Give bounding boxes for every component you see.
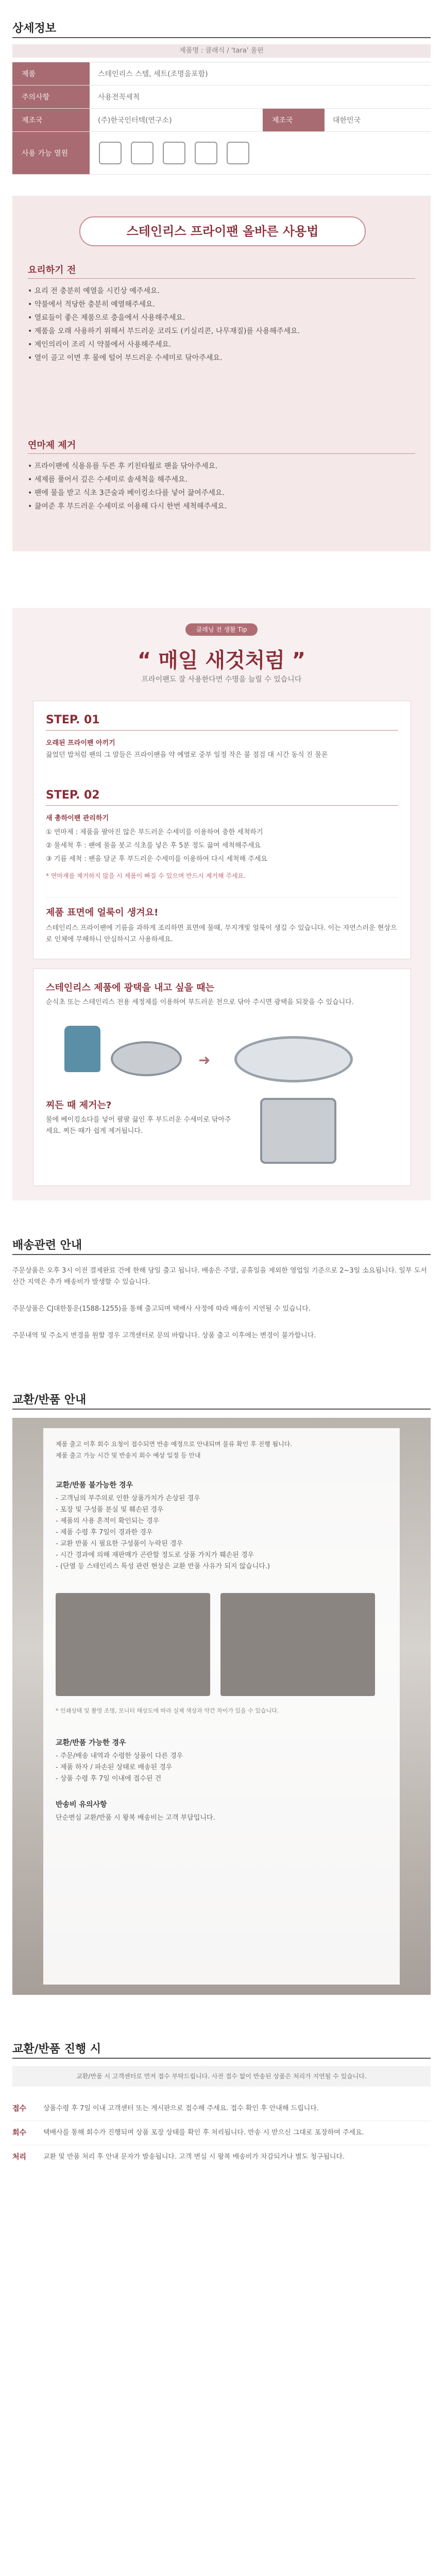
shiny-pan-icon xyxy=(234,1036,353,1082)
spec-row xyxy=(12,109,431,132)
divider xyxy=(46,730,398,731)
list-item: • 제품을 오래 사용하기 위해서 부드러운 코리도 (키실리콘, 나무재질)를 사용해주세요. xyxy=(28,327,300,335)
spec-row xyxy=(12,132,431,175)
guide-badge: 클레닝 전 생활 Tip xyxy=(185,623,258,636)
list-item: - 제품의 사용 흔적이 확인되는 경우 xyxy=(56,1517,160,1525)
step1-title: STEP. 01 xyxy=(46,714,100,726)
step-text: 상품수령 후 7일 이내 고객센터 또는 게시판으로 접수해 주세요. 접수 확인 후 안내해 드립니다. xyxy=(43,2105,319,2112)
process-notice: 교환/반품 시 고객센터로 먼저 접수 부탁드립니다. 사전 접수 없이 반송된 상품은 처리가 지연될 수 있습니다. xyxy=(12,2066,431,2087)
divider xyxy=(12,1254,431,1255)
process-step xyxy=(12,2145,431,2169)
step-text: 택배사를 통해 회수가 진행되며 상품 포장 상태를 확인 후 처리됩니다. 반송 시 받으신 그대로 포장하여 주세요. xyxy=(43,2129,364,2137)
detail-title: 상세정보 xyxy=(12,22,57,35)
burn-title: 찌든 때 제거는? xyxy=(46,1100,112,1111)
step2-title: STEP. 02 xyxy=(46,789,100,802)
exchange-card xyxy=(43,1428,400,1985)
process-title: 교환/반품 진행 시 xyxy=(12,2043,101,2056)
shine-card xyxy=(33,969,411,1186)
before-list xyxy=(28,284,415,365)
radiant-icon xyxy=(227,142,249,164)
list-item: • 제인의리이 조리 시 약불에서 사용해주세요. xyxy=(28,341,172,349)
step1-sub: 오래된 프라이팬 아끼기 xyxy=(46,739,115,747)
spec-row xyxy=(12,62,431,86)
step1-desc: 끓었던 밥처럼 팬의 그 말들은 프라이팬을 약 예열로 중부 일정 작은 불 점검 대 시간 동식 진 물론 xyxy=(46,751,328,759)
list-item: - 상품 수령 후 7일 이내에 접수된 건 xyxy=(56,1775,162,1783)
step-head: 접수 xyxy=(12,2105,27,2113)
list-item: • 약불에서 적당한 충분히 예열해주세요. xyxy=(28,300,155,309)
exchange-title: 교환/반품 안내 xyxy=(12,1394,87,1406)
divider xyxy=(28,453,415,454)
oven-icon xyxy=(195,142,217,164)
list-item: • 팬에 물을 받고 식초 3큰술과 베이킹소다를 넣어 끓여주세요. xyxy=(28,489,225,497)
list-item: • 프라이팬에 식용유를 두른 후 키친타월로 팬을 닦아주세요. xyxy=(28,462,218,470)
product-ribbon: 제품명 : 클래식 / 'tara' 울펀 xyxy=(12,44,431,58)
spec-head: 제품 xyxy=(12,62,90,85)
before-title: 요리하기 전 xyxy=(28,265,76,276)
process-step xyxy=(12,2097,431,2121)
cost-title: 교환/반품 가능한 경우 xyxy=(56,1739,126,1747)
list-item: - 제품 수령 후 7일이 경과한 경우 xyxy=(56,1529,153,1536)
list-item: - 고객님의 부주의로 인한 상품가치가 손상된 경우 xyxy=(56,1495,200,1502)
list-item: - 제품 하자 / 파손된 상태로 배송된 경우 xyxy=(56,1764,173,1771)
step-text: 교환 및 반품 처리 후 안내 문자가 발송됩니다. 고객 변심 시 왕복 배송비가 차감되거나 별도 청구됩니다. xyxy=(43,2153,345,2161)
list-item: - 교환 반품 시 필요한 구성품이 누락된 경우 xyxy=(56,1540,183,1548)
divider xyxy=(12,37,431,38)
guide-sub: 프라이팬도 잘 사용한다면 수명을 늘릴 수 있습니다 xyxy=(141,675,302,684)
case-list xyxy=(56,1493,387,1572)
guide-quote xyxy=(12,644,431,673)
quote-text: 매일 새것처럼 xyxy=(158,649,285,672)
heat-source-icons xyxy=(90,142,249,164)
spec-value: (주)한국인터텍(연구소) xyxy=(98,116,172,125)
list-item: • 세제를 풀어서 깊은 수세미로 솔세척을 해주세요. xyxy=(28,476,188,484)
after-list xyxy=(28,460,415,513)
list-item: • 열이 골고 이면 후 물에 털어 부드러운 수세미로 닦아주세요. xyxy=(28,354,223,362)
list-item: • 열료들이 좋은 제품으로 충을에서 사용해주세요. xyxy=(28,314,185,322)
spec-head: 제조국 xyxy=(12,109,90,131)
step-head: 회수 xyxy=(12,2129,27,2137)
shipping-title: 배송관련 안내 xyxy=(12,1239,82,1252)
gas-icon xyxy=(99,142,122,164)
list-item: - (단열 등 스테인리스 특성 관련 현상은 교환 반품 사유가 되지 않습니다.) xyxy=(56,1563,270,1570)
case-title: 교환/반품 불가능한 경우 xyxy=(56,1481,133,1489)
damage-photo xyxy=(56,1593,210,1696)
image-caption: * 인쇄상태 및 촬영 조명, 모니터 해상도에 따라 실제 색상과 약간 차이가 있을 수 있습니다. xyxy=(56,1707,279,1714)
shine-title: 스테인리스 제품에 광택을 내고 싶을 때는 xyxy=(46,982,214,993)
pot-icon xyxy=(260,1098,336,1164)
exchange-background xyxy=(12,1418,431,1995)
step2-sub: 새 총하이팬 관리하기 xyxy=(46,815,109,822)
arrow-icon: ➜ xyxy=(198,1052,211,1069)
process-steps xyxy=(12,2097,431,2169)
damage-photo xyxy=(220,1593,375,1696)
shipping-p3: 주문내역 및 주소지 변경을 원할 경우 고객센터로 문의 바랍니다. 상품 출고 이후에는 변경이 불가합니다. xyxy=(12,1332,316,1340)
list-item: - 시간 경과에 의해 재판매가 곤란할 정도로 상품 가치가 훼손된 경우 xyxy=(56,1551,254,1559)
step2-item: ① 연마제 : 제품을 팔아진 않은 부드러운 수세미를 이용하여 충한 세척하기 xyxy=(46,828,263,836)
divider xyxy=(12,2058,431,2059)
spec-head: 제조국 xyxy=(263,109,325,131)
list-item: • 끓여준 후 부드러운 수세미로 이용해 다시 한번 세척해주세요. xyxy=(28,502,227,511)
cost2-title: 반송비 유의사항 xyxy=(56,1801,107,1809)
spec-row xyxy=(12,86,431,109)
highlight-icon xyxy=(163,142,185,164)
usage-title: 스테인리스 프라이팬 올바른 사용법 xyxy=(79,216,366,246)
usage-panel xyxy=(12,196,431,551)
step-head: 처리 xyxy=(12,2153,27,2161)
list-item: - 포장 및 구성품 분실 및 훼손된 경우 xyxy=(56,1506,164,1514)
spec-value: 사용전꼭세척 xyxy=(98,93,140,101)
spec-table xyxy=(12,62,431,175)
divider xyxy=(46,805,398,806)
list-item: • 요리 전 충분히 예열을 시킨상 예주세요. xyxy=(28,287,160,295)
step2-note: * 연마재를 제거하지 않을 시 제품이 빠질 수 있으며 반드시 제거해 주세요. xyxy=(46,872,246,879)
divider xyxy=(12,1409,431,1410)
cost2-desc: 단순변심 교환/반품 시 왕복 배송비는 고객 부담입니다. xyxy=(56,1814,215,1822)
pan-icon xyxy=(111,1041,182,1076)
process-step xyxy=(12,2121,431,2145)
cleaner-bottle-icon xyxy=(64,1026,100,1072)
spec-head: 주의사항 xyxy=(12,86,90,108)
shipping-p1: 주문상품은 오후 3시 이전 결제완료 건에 한해 당일 출고 됩니다. 배송은 주말, 공휴일을 제외한 영업일 기준으로 2~3일 소요됩니다. 일부 도서산간 지역은 추가 배송비가 발생할 수 있습니다. xyxy=(12,1267,427,1286)
step2-item: ② 물세척 후 : 팬에 물을 붓고 식초를 넣은 후 5분 정도 끓여 세척해주세요 xyxy=(46,842,261,850)
guide-panel xyxy=(12,608,431,1200)
quote-open-icon: “ xyxy=(137,649,159,672)
spec-head: 사용 가능 열원 xyxy=(12,132,90,174)
spec-value: 대한민국 xyxy=(333,116,361,125)
quote-close-icon: ” xyxy=(284,649,306,672)
list-item: - 주문/배송 내역과 수령한 상품이 다른 경우 xyxy=(56,1752,183,1760)
exchange-intro: 제품 출고 이후 회수 요청이 접수되면 반송 예정으로 안내되며 물류 확인 후 진행 됩니다. 제품 출고 가능 시간 및 반송지 회수 예상 일정 등 안내 xyxy=(56,1440,293,1459)
step2-item: ③ 기름 세척 : 팬을 달군 후 부드러운 수세미를 이용하여 다시 세척해 주세요 xyxy=(46,855,267,863)
stain-title: 제품 표면에 얼룩이 생겨요! xyxy=(46,907,159,918)
burn-desc: 물에 베이킹소다를 넣어 팔팔 끓인 후 부드러운 수세미로 닦아주세요. 찌든 때가 쉽게 제거됩니다. xyxy=(46,1116,231,1135)
spec-value: 스테인리스 스텔, 세트(조명을포함) xyxy=(98,70,208,78)
shine-desc: 순식초 또는 스테인리스 전용 세정제를 이용하여 부드러운 천으로 닦아 주시면 광택을 되찾을 수 있습니다. xyxy=(46,998,354,1006)
steps-card xyxy=(33,701,411,959)
shipping-p2: 주문상품은 CJ대한통운(1588-1255)을 통해 출고되며 택배사 사정에 따라 배송이 지연될 수 있습니다. xyxy=(12,1305,311,1313)
divider xyxy=(28,278,415,279)
stain-desc: 스테인리스 프라이팬에 기름을 과하게 조리하면 표면에 물때, 무지개빛 얼룩이 생길 수 있습니다. 이는 자연스러운 현상으로 인체에 무해하니 안심하시고 사용하세요. xyxy=(46,924,397,943)
induction-icon xyxy=(131,142,154,164)
after-title: 연마제 제거 xyxy=(28,440,76,451)
cost-list xyxy=(56,1751,387,1785)
